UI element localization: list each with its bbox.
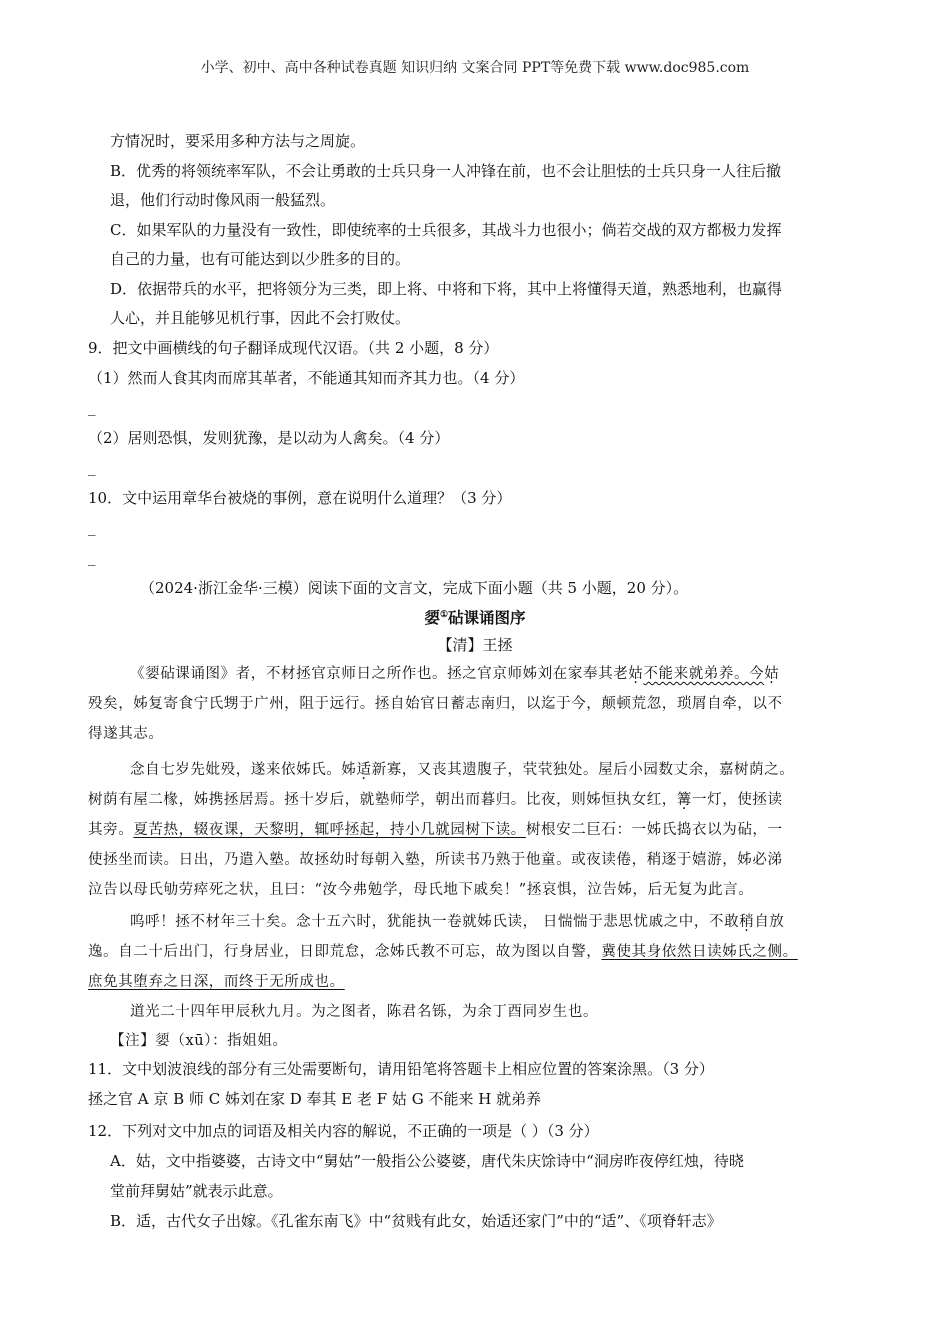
option-text-line: 人心，并且能够见机行事，因此不会打败仗。 bbox=[110, 309, 411, 327]
question-10-stem: 10．文中运用章华台被烧的事例，意在说明什么道理？（3 分） bbox=[88, 489, 512, 507]
question-9-sub1: （1）然而人食其肉而席其革者，不能通其知而齐其力也。（4 分） bbox=[88, 369, 525, 387]
passage-line bbox=[88, 972, 345, 992]
question-11-stem: 11．文中划波浪线的部分有三处需要断句，请用铅笔将答题卡上相应位置的答案涂黑。（3 分） bbox=[88, 1060, 714, 1078]
option-text-line: 方情况时，要采用多种方法与之周旋。 bbox=[110, 132, 366, 150]
option-c-line: C．如果军队的力量没有一致性，即使统率的士兵很多，其战斗力也很小；倘若交战的双方都极力发挥 bbox=[110, 221, 782, 239]
underlined-sentence: 夏苦热，辍夜课，天黎明，辄呼拯起，持小几就园树下读。 bbox=[133, 822, 526, 838]
option-d-line: D．依据带兵的水平，把将领分为三类，即上将、中将和下将，其中上将懂得天道，熟悉地利，也赢得 bbox=[110, 280, 783, 298]
passage-author: 【清】王拯 bbox=[437, 636, 513, 654]
passage-line: 树荫有屋二椽，姊携拯居焉。拯十岁后，就塾师学，朝出而暮归。比夜，则姊恒执女红，篝一灯，使拯读 bbox=[88, 792, 783, 808]
passage-paragraph-3: 呜呼！拯不材年三十矣。念十五六时，犹能执一卷就姊氏读， 日惴惴于悲思忧戚之中，不敢稍自放 bbox=[130, 914, 785, 930]
passage-line: 得遂其志。 bbox=[88, 726, 164, 742]
answer-blank[interactable]: _ bbox=[88, 458, 96, 476]
reading-intro: （2024·浙江金华·三模）阅读下面的文言文，完成下面小题（共 5 小题，20 分）。 bbox=[140, 579, 689, 597]
question-12-stem: 12．下列对文中加点的词语及相关内容的解说，不正确的一项是（ ）（3 分） bbox=[88, 1122, 599, 1140]
option-text-line: 自己的力量，也有可能达到以少胜多的目的。 bbox=[110, 250, 411, 268]
passage-paragraph-4: 道光二十四年甲辰秋九月。为之图者，陈君名铄，为余丁酉同岁生也。 bbox=[130, 1004, 599, 1020]
question-12-option-a: A．姑，文中指婆婆，古诗文中“舅姑”一般指公公婆婆，唐代朱庆馀诗中“洞房昨夜停红烛，待晓 bbox=[110, 1152, 744, 1170]
passage-line: 逸。自二十后出门，行身居业，日即荒怠，念姊氏教不可忘，故为图以自警，冀使其身依然日读姊氏之侧。 bbox=[88, 944, 798, 960]
answer-blank[interactable]: _ bbox=[88, 548, 96, 566]
question-12-option-b: B．适，古代女子出嫁。《孔雀东南飞》中“贫贱有此女，始适还家门”中的“适”、《项脊轩志》 bbox=[110, 1212, 722, 1230]
passage-paragraph-1: 《媭砧课诵图》者，不材拯官京师日之所作也。拯之官京师姊刘在家奉其老姑不能来就弟养。今姑 bbox=[130, 666, 780, 682]
passage-line: 殁矣，姊复寄食宁氏甥于广州，阻于远行。拯自始官日蓄志南归，以迄于今，颠顿荒忽，琐屑自牵，以不 bbox=[88, 696, 783, 712]
underlined-sentence: 庶免其堕弃之日深，而终于无所成也。 bbox=[88, 974, 345, 990]
passage-line: 其旁。夏苦热，辍夜课，天黎明，辄呼拯起，持小几就园树下读。树根安二巨石：一姊氏捣衣以为砧，一 bbox=[88, 822, 783, 838]
answer-blank[interactable]: _ bbox=[88, 398, 96, 416]
option-text-line: 退，他们行动时像风雨一般猛烈。 bbox=[110, 191, 336, 209]
underlined-sentence: 冀使其身依然日读姊氏之侧。 bbox=[601, 944, 798, 960]
option-text-line: 堂前拜舅姑”就表示此意。 bbox=[110, 1182, 283, 1200]
question-9-sub2: （2）居则恐惧，发则犹豫，是以动为人禽矣。（4 分） bbox=[88, 429, 450, 447]
page-header: 小学、初中、高中各种试卷真题 知识归纳 文案合同 PPT等免费下载 www.doc985.com bbox=[200, 60, 750, 76]
option-b-line: B．优秀的将领统率军队，不会让勇敢的士兵只身一人冲锋在前，也不会让胆怯的士兵只身一人往后撤 bbox=[110, 162, 782, 180]
question-11-text: 拯之官 A 京 B 师 C 姊刘在家 D 奉其 E 老 F 姑 G 不能来 H 就弟养 bbox=[88, 1090, 542, 1108]
passage-paragraph-2: 念自七岁先妣殁，遂来依姊氏。姊适新寡，又丧其遗腹子，茕茕独处。屋后小园数丈余，嘉树荫之。 bbox=[130, 762, 795, 778]
answer-blank[interactable]: _ bbox=[88, 518, 96, 536]
passage-line: 泣告以母氏劬劳瘁死之状，且曰：“汝今弗勉学，母氏地下戚矣！”拯哀惧，泣告姊，后无复为此言。 bbox=[88, 882, 754, 898]
passage-note: 【注】媭（xū）：指姐姐。 bbox=[110, 1033, 288, 1049]
question-9-stem: 9．把文中画横线的句子翻译成现代汉语。（共 2 小题，8 分） bbox=[88, 339, 499, 357]
passage-line: 使拯坐而读。日出，乃遣入塾。故拯幼时每朝入塾，所读书乃熟于他童。或夜读倦，稍逐于嬉游，姊必涕 bbox=[88, 852, 783, 868]
passage-title: 媭①砧课诵图序 bbox=[424, 608, 526, 627]
